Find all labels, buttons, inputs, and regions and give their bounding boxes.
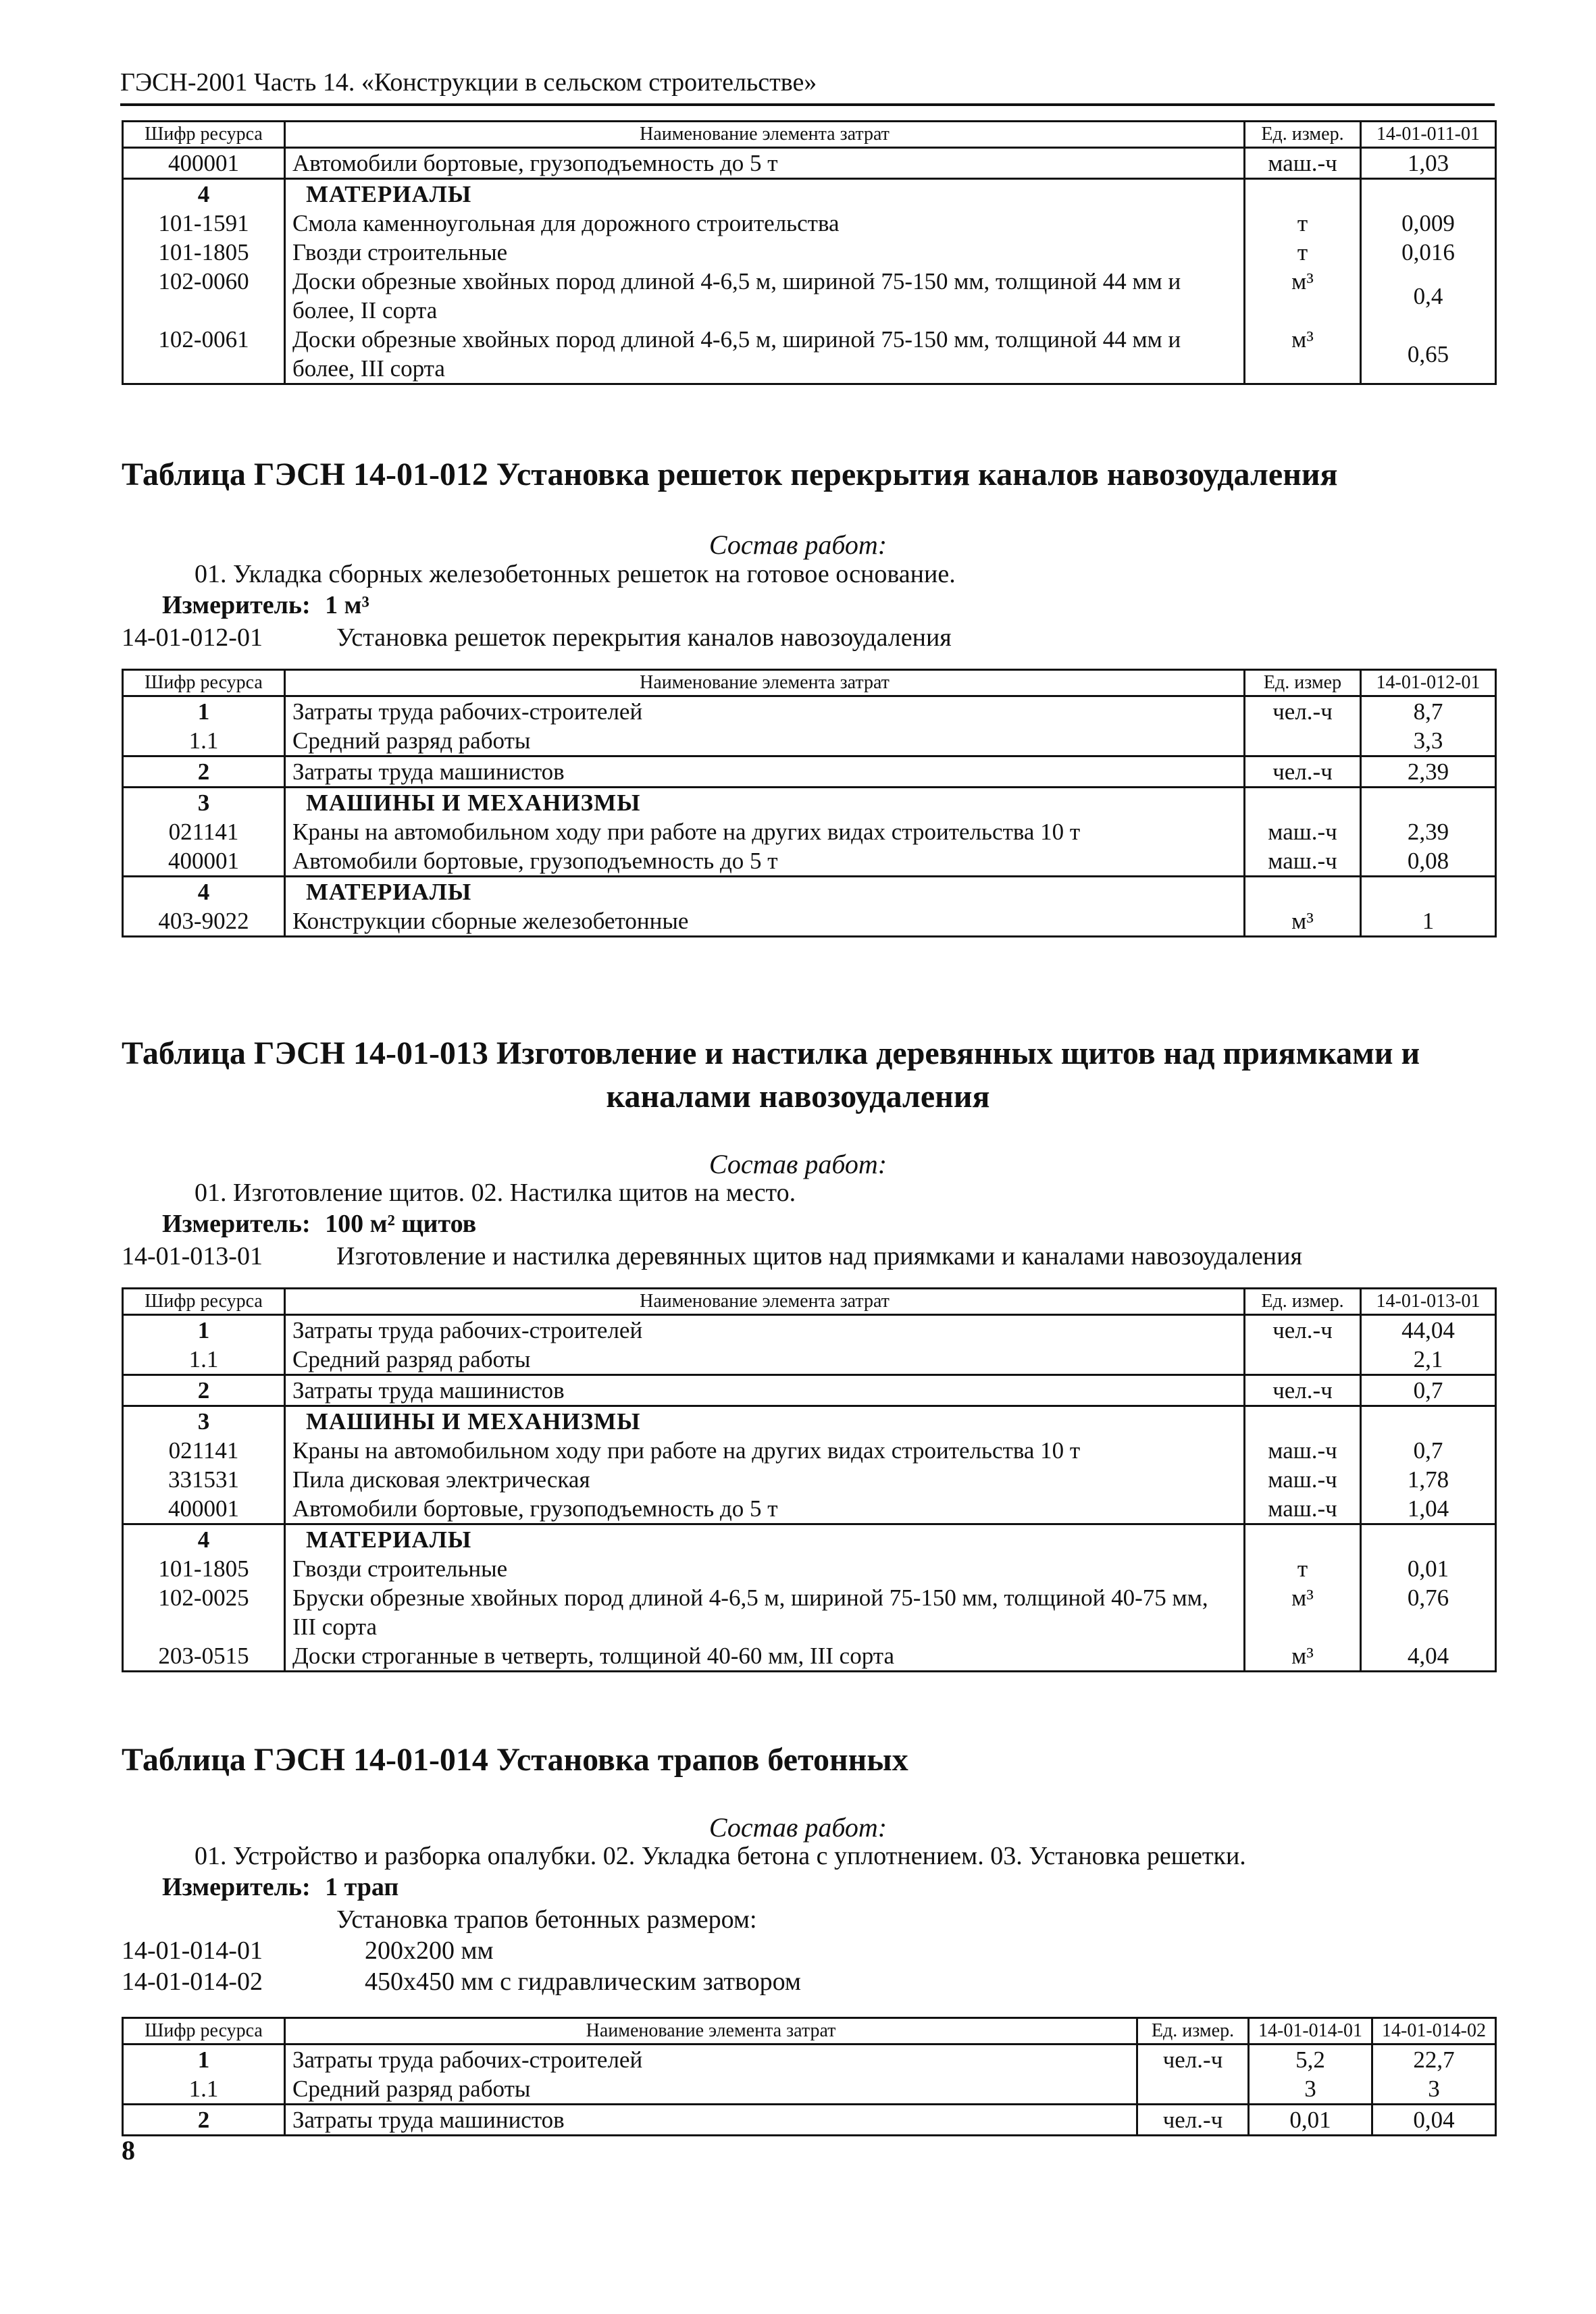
table-row: 331531 Пила дисковая электрическая маш.-ч 1,78 (123, 1465, 1496, 1494)
measure-label: Измеритель: (162, 1873, 311, 1901)
table-title-013-cont: каналами навозоудаления (606, 1079, 990, 1114)
col-header-unit: Ед. измер. (1137, 2018, 1249, 2045)
table-row: 101-1805 Гвозди строительные т 0,016 (123, 238, 1496, 267)
table-row: 1.1 Средний разряд работы 2,1 (123, 1345, 1496, 1375)
table-row: 400001 Автомобили бортовые, грузоподъемность до 5 т маш.-ч 1,03 (123, 148, 1496, 179)
table-row: 400001 Автомобили бортовые, грузоподъемность до 5 т маш.-ч 0,08 (123, 846, 1496, 877)
table-row: 021141 Краны на автомобильном ходу при работе на других видах строительства 10 т маш.-ч 2,39 (123, 817, 1496, 846)
work-composition-text: 01. Изготовление щитов. 02. Настилка щитов на место. (195, 1179, 796, 1207)
table-row: 2 Затраты труда машинистов чел.-ч 2,39 (123, 756, 1496, 788)
table-title-013: Таблица ГЭСН 14-01-013 Изготовление и настилка деревянных щитов над приямками и (122, 1035, 1420, 1071)
table-row: 101-1591 Смола каменноугольная для дорожного строительства т 0,009 (123, 209, 1496, 238)
norm-code: 14-01-014-01 (122, 1936, 263, 1965)
col-header-name: Наименование элемента затрат (285, 1289, 1245, 1315)
norm-name: 450х450 мм с гидравлическим затвором (365, 1968, 801, 1996)
measure-value: 1 м³ (325, 591, 369, 619)
size-intro: Установка трапов бетонных размером: (336, 1905, 757, 1934)
table-row: 102-0060 Доски обрезные хвойных пород длиной 4-6,5 м, шириной 75-150 мм, толщиной 44 мм и более, II сорта м³ 0,4 (123, 267, 1496, 325)
norm-code: 14-01-012-01 (122, 623, 263, 652)
section-row: 4 МАТЕРИАЛЫ (123, 179, 1496, 209)
table-row: 101-1805 Гвозди строительные т 0,01 (123, 1554, 1496, 1583)
col-header-norm-1: 14-01-014-01 (1249, 2018, 1372, 2045)
section-row: 3 МАШИНЫ И МЕХАНИЗМЫ (123, 788, 1496, 818)
table-row: 1.1 Средний разряд работы 3,3 (123, 726, 1496, 756)
table-14-01-014 (122, 2017, 1497, 2136)
table-14-01-013 (122, 1287, 1497, 1672)
col-header-norm: 14-01-011-01 (1361, 122, 1496, 148)
col-header-norm-2: 14-01-014-02 (1372, 2018, 1496, 2045)
col-header-unit: Ед. измер. (1245, 1289, 1361, 1315)
col-header-norm: 14-01-012-01 (1361, 670, 1496, 696)
page-header: ГЭСН-2001 Часть 14. «Конструкции в сельском строительстве» (120, 68, 817, 97)
col-header-code: Шифр ресурса (123, 670, 285, 696)
table-row: 102-0025 Бруски обрезные хвойных пород длиной 4-6,5 м, шириной 75-150 мм, толщиной 40-75 мм, III сорта м³ 0,76 (123, 1583, 1496, 1641)
norm-name: Изготовление и настилка деревянных щитов над приямками и каналами навозоудаления (336, 1242, 1302, 1270)
col-header-name: Наименование элемента затрат (285, 122, 1245, 148)
col-header-name: Наименование элемента затрат (285, 2018, 1137, 2045)
col-header-code: Шифр ресурса (123, 1289, 285, 1315)
col-header-code: Шифр ресурса (123, 2018, 285, 2045)
table-row: 102-0061 Доски обрезные хвойных пород длиной 4-6,5 м, шириной 75-150 мм, толщиной 44 мм и более, III сорта м³ 0,65 (123, 325, 1496, 384)
norm-name: Установка решеток перекрытия каналов навозоудаления (336, 623, 952, 652)
section-row: 3 МАШИНЫ И МЕХАНИЗМЫ (123, 1406, 1496, 1437)
page-number: 8 (122, 2135, 135, 2165)
table-title-014: Таблица ГЭСН 14-01-014 Установка трапов бетонных (122, 1742, 908, 1778)
section-row: 4 МАТЕРИАЛЫ (123, 1524, 1496, 1555)
measure-label: Измеритель: (162, 1210, 311, 1238)
measure-value: 1 трап (325, 1873, 399, 1901)
section-row: 4 МАТЕРИАЛЫ (123, 877, 1496, 907)
table-row: 203-0515 Доски строганные в четверть, толщиной 40-60 мм, III сорта м³ 4,04 (123, 1641, 1496, 1672)
measure-line (162, 1872, 398, 1902)
norm-code: 14-01-014-02 (122, 1968, 263, 1996)
norm-name: 200х200 мм (365, 1936, 494, 1965)
norm-code: 14-01-013-01 (122, 1242, 263, 1270)
table-row: 021141 Краны на автомобильном ходу при работе на других видах строительства 10 т маш.-ч 0,7 (123, 1436, 1496, 1465)
table-row: 400001 Автомобили бортовые, грузоподъемность до 5 т маш.-ч 1,04 (123, 1494, 1496, 1524)
table-row: 1.1 Средний разряд работы 3 3 (123, 2074, 1496, 2105)
work-composition-text: 01. Укладка сборных железобетонных решеток на готовое основание. (195, 560, 956, 588)
table-14-01-011-continuation (122, 120, 1497, 385)
col-header-unit: Ед. измер (1245, 670, 1361, 696)
table-14-01-012 (122, 669, 1497, 937)
measure-line (162, 590, 369, 620)
col-header-code: Шифр ресурса (123, 122, 285, 148)
work-composition-label: Состав работ: (709, 1812, 887, 1843)
table-title-012: Таблица ГЭСН 14-01-012 Установка решеток перекрытия каналов навозоудаления (122, 457, 1338, 492)
measure-line (162, 1209, 476, 1239)
work-composition-label: Состав работ: (709, 1149, 887, 1179)
col-header-name: Наименование элемента затрат (285, 670, 1245, 696)
work-composition-text: 01. Устройство и разборка опалубки. 02. Укладка бетона с уплотнением. 03. Установка решетки. (195, 1842, 1246, 1870)
table-row: 2 Затраты труда машинистов чел.-ч 0,01 0,04 (123, 2105, 1496, 2136)
measure-value: 100 м² щитов (325, 1210, 477, 1238)
table-row: 403-9022 Конструкции сборные железобетонные м³ 1 (123, 906, 1496, 937)
table-row: 1 Затраты труда рабочих-строителей чел.-ч 44,04 (123, 1315, 1496, 1345)
table-row: 1 Затраты труда рабочих-строителей чел.-ч 5,2 22,7 (123, 2045, 1496, 2075)
work-composition-label: Состав работ: (709, 530, 887, 560)
col-header-unit: Ед. измер. (1245, 122, 1361, 148)
table-row: 1 Затраты труда рабочих-строителей чел.-ч 8,7 (123, 696, 1496, 727)
table-row: 2 Затраты труда машинистов чел.-ч 0,7 (123, 1375, 1496, 1406)
col-header-norm: 14-01-013-01 (1361, 1289, 1496, 1315)
measure-label: Измеритель: (162, 591, 311, 619)
header-divider (120, 103, 1495, 106)
